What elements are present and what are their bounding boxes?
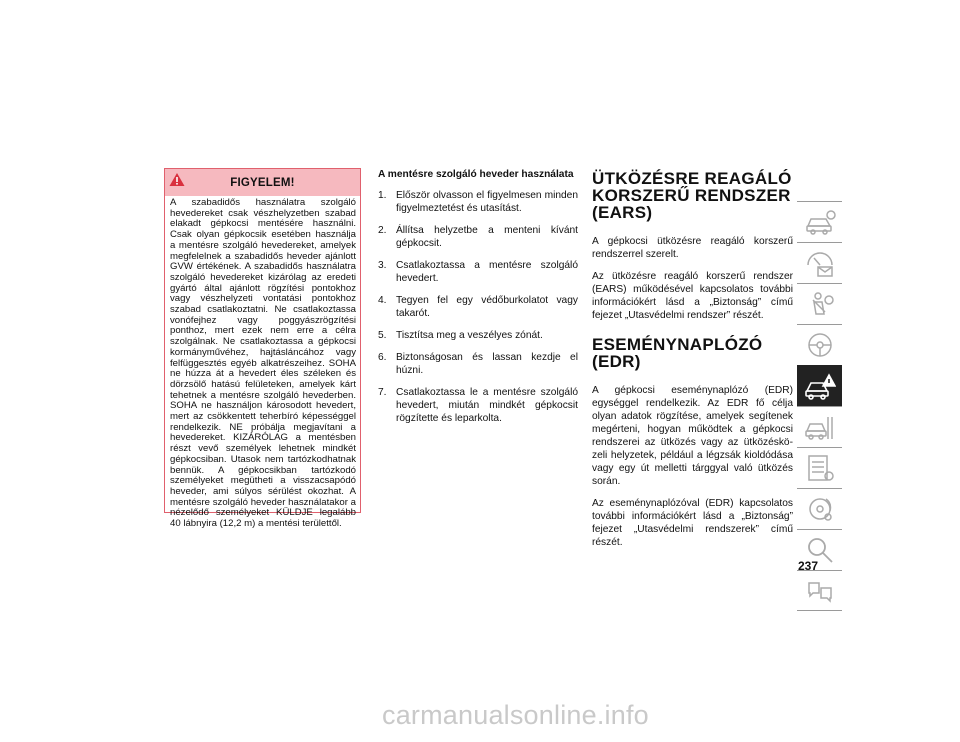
tab-multimedia[interactable] bbox=[797, 488, 842, 529]
list-item bbox=[378, 259, 578, 285]
list-item bbox=[378, 329, 578, 342]
chapter-tabs bbox=[797, 201, 842, 611]
step-text: Állítsa helyzetbe a menteni kívánt gépkocsit. bbox=[396, 225, 578, 249]
multimedia-icon bbox=[804, 493, 836, 525]
step-text: Csatlakoztassa a mentésre szolgáló hevedert. bbox=[396, 260, 578, 284]
step-number: 3. bbox=[378, 260, 387, 271]
list-item bbox=[378, 189, 578, 215]
warning-header bbox=[165, 169, 360, 196]
steering-wheel-icon bbox=[804, 329, 836, 361]
step-text: Először olvasson el figyelmesen minden figyelmeztetést és utasítást. bbox=[396, 190, 578, 214]
step-number: 6. bbox=[378, 352, 387, 363]
list-item bbox=[378, 294, 578, 320]
language-icon bbox=[804, 575, 836, 607]
list-item bbox=[378, 351, 578, 377]
tab-car-info[interactable] bbox=[797, 201, 842, 242]
tab-language[interactable] bbox=[797, 570, 842, 611]
edr-heading: ESEMÉNYNAPLÓZÓ (EDR) bbox=[592, 335, 763, 371]
step-text: Tegyen fel egy védőburkolatot vagy takarót. bbox=[396, 295, 578, 319]
list-item bbox=[378, 386, 578, 425]
warning-triangle-icon bbox=[169, 172, 185, 187]
tab-specifications[interactable] bbox=[797, 447, 842, 488]
usage-steps bbox=[378, 189, 578, 425]
step-number: 4. bbox=[378, 295, 387, 306]
tab-safety[interactable] bbox=[797, 283, 842, 324]
usage-heading: A mentésre szolgáló heveder használata bbox=[378, 169, 574, 180]
step-text: Csatlakoztassa le a mentésre szolgáló hevedert, miután mindkét gépkocsit rögzítette és leparkolta. bbox=[396, 387, 578, 424]
step-number: 2. bbox=[378, 225, 387, 236]
list-item bbox=[378, 224, 578, 250]
car-maintenance-icon bbox=[804, 411, 836, 443]
specifications-list-icon bbox=[804, 452, 836, 484]
step-text: Tisztítsa meg a veszélyes zónát. bbox=[396, 330, 543, 341]
watermark: carmanualsonline.info bbox=[382, 700, 649, 730]
edr-paragraph-1: A gépkocsi eseménynaplózó (EDR) egységgel rendelkezik. Az EDR fő célja olyan adatok rögzítése, amelyek segítenek megérteni, hogyan működtek a gépkocsi rendszerei az ütközés vagy az ütközésközeli helyzetek, például a légzsák kioldódása vagy egy út melletti tárggyal való ütközés során. bbox=[592, 385, 793, 487]
edr-paragraph-2: Az eseménynaplózóval (EDR) kapcsolatos további információkért lásd a „Biztonság” fejezet „Utasvédelmi rendszerek” című részét. bbox=[592, 498, 793, 548]
emergency-car-icon bbox=[804, 370, 836, 402]
ears-heading: ÜTKÖZÉSRE REAGÁLÓ KORSZERŰ RENDSZER (EARS) bbox=[592, 169, 792, 222]
tab-dashboard[interactable] bbox=[797, 242, 842, 283]
car-info-icon bbox=[804, 206, 836, 238]
step-number: 1. bbox=[378, 190, 387, 201]
step-number: 7. bbox=[378, 387, 387, 398]
tab-maintenance[interactable] bbox=[797, 406, 842, 447]
step-number: 5. bbox=[378, 330, 387, 341]
usage-section bbox=[378, 169, 578, 434]
seatbelt-safety-icon bbox=[804, 288, 836, 320]
dashboard-mail-icon bbox=[804, 247, 836, 279]
step-text: Biztonságosan és lassan kezdje el húzni. bbox=[396, 352, 578, 376]
ears-paragraph-2: Az ütközésre reagáló korszerű rendszer (EARS) működésével kapcsolatos további információkért lásd a „Biztonság” című fejezet „Utasvédelmi rendszer” részét. bbox=[592, 271, 793, 321]
warning-box bbox=[164, 168, 361, 530]
warning-title: FIGYELEM! bbox=[230, 176, 295, 189]
warning-text: A szabadidős használatra szolgáló hevedereket csak vészhelyzetben szabad elakadt gépkocsi mentésére használni. Csak olyan gépkocsik esetében használja a mentésre szolgáló hevedereket, amelyek megfelelnek a szabadidős heveder ajánlott GVW értékének. A szabadidős használatra szolgáló hevedereket kizárólag az eredeti gyártó által ajánlott rögzítési pontokhoz vagy vészhelyzeti vontatási pontokhoz szabad csatlakoztatni. Ne csatlakoztassa vonófejhez vagy poggyászrögzítési ponthoz, mert ezek nem erre a célra szolgálnak. Ne csatlakoztassa a gépkocsi kormányművéhez, hajtásláncához vagy felfüggesztés egyéb alkatrészeihez. SOHA ne húzza át a hevedert éles széleken és dörzsölő hatású felületeken, amelyek kárt tehetnek a mentésre szolgáló hevederben. SOHA ne használjon károsodott hevedert, mert az csökkentett teherbíró képességgel rendelkezik. NE próbálja megjavítani a hevedereket. KIZÁRÓLAG a mentésben részt vevő személyek lehetnek mindkét gépkocsiban. Utasok nem tartózkodhatnak bennük. A gépkocsikban tartózkodó személyeket megütheti a visszacsapódó heveder, ami súlyos sérülést okozhat. A mentésre szolgáló heveder használatakor a nézelődő személyeket KÜLDJE legalább 40 lábnyira (12,2 m) a mentési területtől. bbox=[170, 197, 356, 530]
ears-edr-section bbox=[592, 170, 793, 558]
tab-driving[interactable] bbox=[797, 324, 842, 365]
page-number: 237 bbox=[798, 559, 819, 573]
ears-paragraph-1: A gépkocsi ütközésre reagáló korszerű rendszerrel szerelt. bbox=[592, 236, 793, 260]
tab-emergency[interactable] bbox=[797, 365, 842, 406]
